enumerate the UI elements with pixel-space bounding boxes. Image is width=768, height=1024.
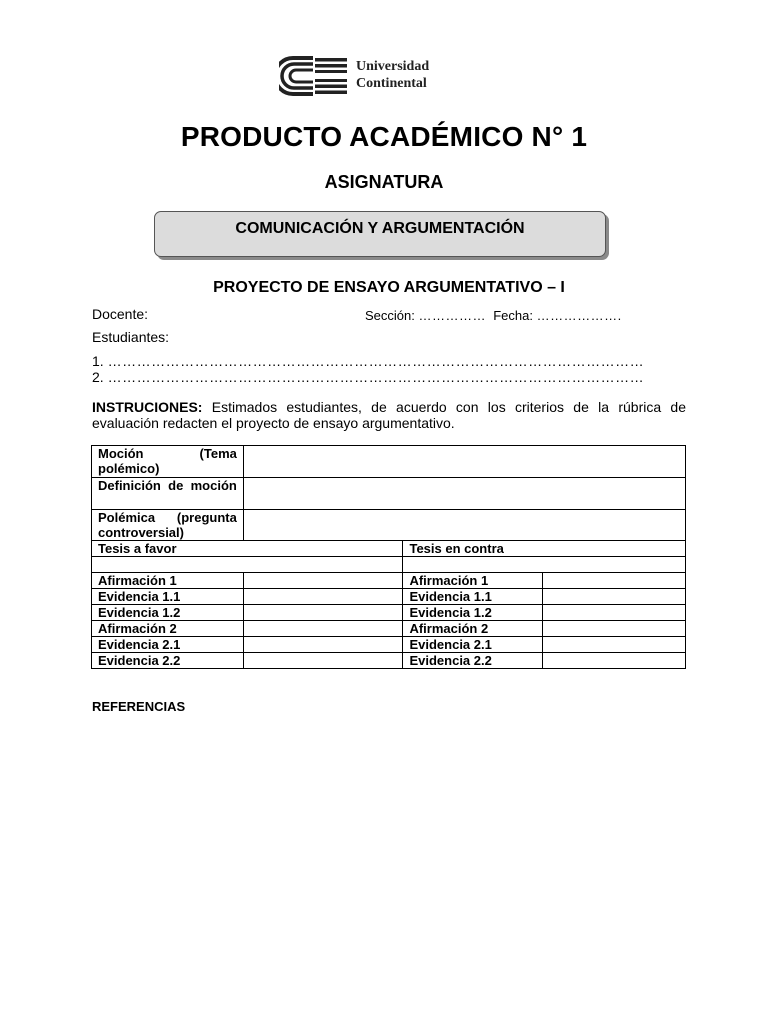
row-label-contra: Evidencia 2.1 bbox=[403, 637, 543, 653]
instructions-text: Estimados estudiantes, de acuerdo con los criterios de la rúbrica de evaluación redacten el proyecto de ensayo argumentativo. bbox=[92, 399, 686, 431]
project-title: PROYECTO DE ENSAYO ARGUMENTATIVO – I bbox=[213, 279, 565, 296]
subject-heading: ASIGNATURA bbox=[324, 172, 444, 192]
row-cell-favor[interactable] bbox=[243, 637, 403, 653]
mocion-label: Moción (Tema polémico) bbox=[92, 446, 244, 478]
row-cell-favor[interactable] bbox=[243, 605, 403, 621]
row-label-contra: Evidencia 1.2 bbox=[403, 605, 543, 621]
row-cell-contra[interactable] bbox=[543, 605, 686, 621]
student-field[interactable]: ………………………………………………………………………………………………… bbox=[107, 369, 645, 385]
course-name-box: COMUNICACIÓN Y ARGUMENTACIÓN bbox=[154, 211, 606, 257]
row-cell-contra[interactable] bbox=[543, 637, 686, 653]
page-title: PRODUCTO ACADÉMICO N° 1 bbox=[180, 121, 588, 152]
tesis-contra-cell[interactable] bbox=[403, 557, 686, 573]
row-cell-contra[interactable] bbox=[543, 589, 686, 605]
argument-table bbox=[91, 445, 686, 669]
row-label-favor: Evidencia 2.1 bbox=[92, 637, 244, 653]
polemica-label: Polémica (pregunta controversial) bbox=[92, 510, 244, 541]
definicion-label: Definición de moción bbox=[92, 478, 244, 510]
logo-line-2: Continental bbox=[356, 76, 427, 91]
docente-label: Docente: bbox=[92, 306, 149, 322]
row-label-favor: Evidencia 2.2 bbox=[92, 653, 244, 669]
polemica-cell[interactable] bbox=[243, 510, 685, 541]
row-cell-contra[interactable] bbox=[543, 653, 686, 669]
student-field[interactable]: ………………………………………………………………………………………………… bbox=[107, 353, 645, 369]
row-cell-favor[interactable] bbox=[243, 653, 403, 669]
references-heading: REFERENCIAS bbox=[92, 699, 186, 714]
logo-emblem-icon bbox=[279, 54, 349, 98]
fecha-label: Fecha: bbox=[493, 308, 533, 323]
mocion-cell[interactable] bbox=[243, 446, 685, 478]
instructions-label: INSTRUCIONES: bbox=[92, 399, 203, 415]
seccion-field[interactable]: …………… bbox=[418, 308, 486, 323]
logo-text bbox=[356, 58, 429, 92]
row-cell-contra[interactable] bbox=[543, 621, 686, 637]
row-cell-favor[interactable] bbox=[243, 589, 403, 605]
definicion-cell[interactable] bbox=[243, 478, 685, 510]
logo-line-1: Universidad bbox=[356, 59, 430, 74]
row-cell-favor[interactable] bbox=[243, 621, 403, 637]
student-number: 2. bbox=[92, 369, 104, 385]
section-date-line bbox=[365, 308, 622, 323]
row-cell-contra[interactable] bbox=[543, 573, 686, 589]
row-label-contra: Afirmación 1 bbox=[403, 573, 543, 589]
row-label-contra: Afirmación 2 bbox=[403, 621, 543, 637]
row-label-favor: Evidencia 1.2 bbox=[92, 605, 244, 621]
tesis-favor-label: Tesis a favor bbox=[92, 541, 403, 557]
instructions bbox=[92, 399, 686, 431]
student-number: 1. bbox=[92, 353, 104, 369]
tesis-contra-label: Tesis en contra bbox=[403, 541, 686, 557]
row-label-favor: Afirmación 1 bbox=[92, 573, 244, 589]
seccion-label: Sección: bbox=[365, 308, 415, 323]
row-label-contra: Evidencia 1.1 bbox=[403, 589, 543, 605]
row-label-favor: Evidencia 1.1 bbox=[92, 589, 244, 605]
row-cell-favor[interactable] bbox=[243, 573, 403, 589]
student-line-1 bbox=[92, 353, 644, 369]
fecha-field[interactable]: ………………. bbox=[536, 308, 622, 323]
row-label-contra: Evidencia 2.2 bbox=[403, 653, 543, 669]
estudiantes-label: Estudiantes: bbox=[92, 329, 170, 345]
row-label-favor: Afirmación 2 bbox=[92, 621, 244, 637]
tesis-favor-cell[interactable] bbox=[92, 557, 403, 573]
student-line-2 bbox=[92, 369, 644, 385]
university-logo bbox=[279, 54, 459, 98]
